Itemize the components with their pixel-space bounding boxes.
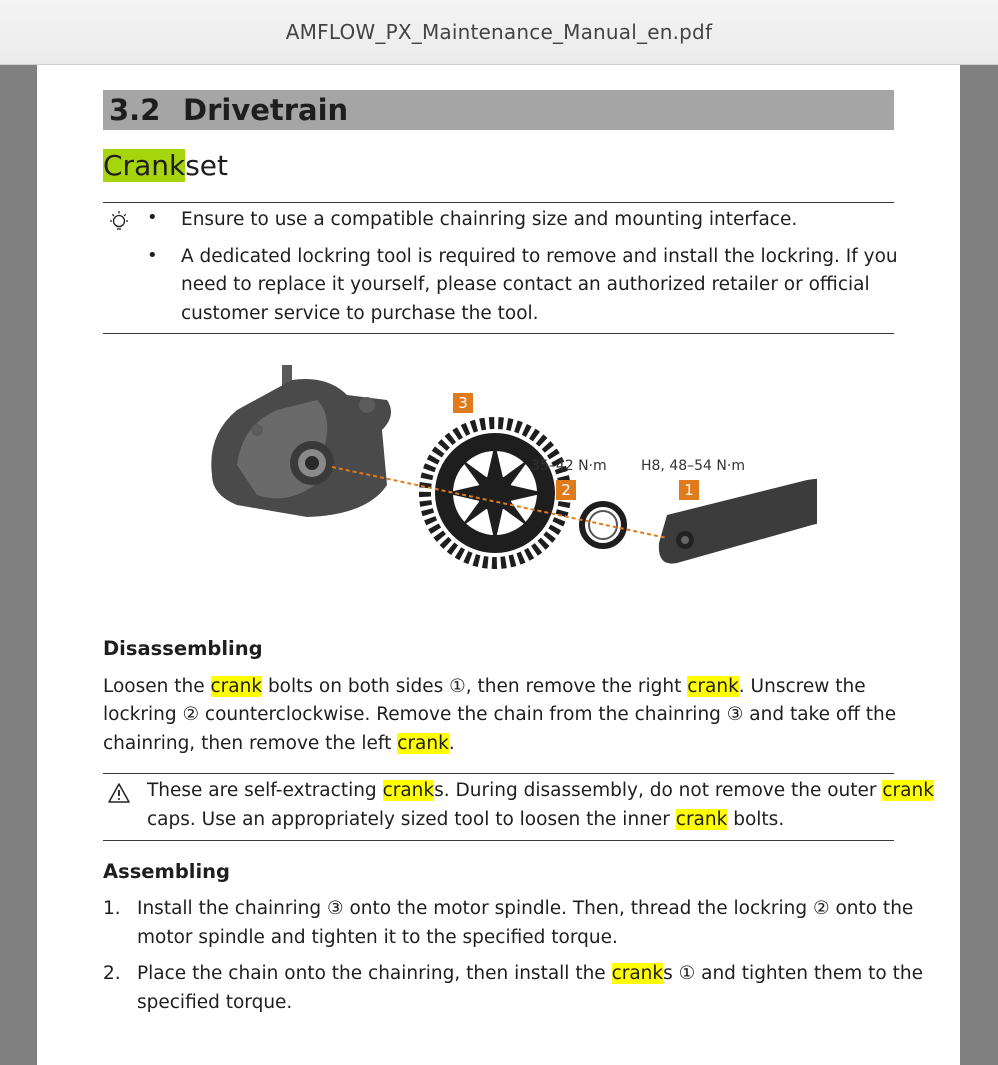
- bullet: •: [147, 245, 158, 266]
- step-1-line-2: motor spindle and tighten it to the specified torque.: [137, 927, 618, 948]
- disassembling-line-3: [103, 730, 455, 759]
- warning-line-1: [147, 777, 934, 806]
- subsection-title: [103, 147, 228, 185]
- text-run: .: [448, 733, 455, 754]
- text-run: Place the chain onto the chainring, then install the: [137, 963, 612, 984]
- search-highlight: crank: [882, 780, 934, 801]
- disassembling-line-2: lockring ② counterclockwise. Remove the chain from the chainring ③ and take off the: [103, 704, 897, 725]
- text-run: bolts.: [727, 809, 785, 830]
- heading-disassembling: Disassembling: [103, 637, 263, 660]
- torque-label-crank: H8, 48–54 N·m: [641, 458, 745, 474]
- search-highlight: crank: [675, 809, 728, 830]
- disassembling-line-1: [103, 673, 866, 702]
- warning-top-rule: [103, 773, 894, 774]
- text-run: s ① and tighten them to the: [663, 963, 923, 984]
- search-highlight: crank: [397, 733, 449, 754]
- search-highlight: crank: [382, 780, 435, 801]
- step-number: 1.: [103, 898, 121, 919]
- warning-line-2: [147, 806, 784, 835]
- section-number: 3.2: [109, 93, 161, 127]
- drivetrain-exploded-diagram: [197, 355, 817, 595]
- callout-badge-3: 3: [453, 393, 473, 413]
- tips-bottom-rule: [103, 333, 894, 334]
- section-heading-bar: [103, 90, 894, 130]
- callout-badge-2: 2: [556, 480, 576, 500]
- heading-assembling: Assembling: [103, 860, 231, 883]
- text-run: bolts on both sides ①, then remove the right: [262, 676, 688, 697]
- chainring: [425, 423, 565, 563]
- text-run: s. During disassembly, do not remove the outer: [434, 780, 883, 801]
- warning-icon: [107, 782, 131, 804]
- window-titlebar: [0, 0, 998, 65]
- pdf-page[interactable]: [37, 65, 960, 1065]
- warning-bottom-rule: [103, 840, 894, 841]
- section-title: Drivetrain: [183, 93, 349, 127]
- bullet: •: [147, 207, 158, 228]
- subsection-title-rest: set: [185, 149, 228, 182]
- callout-badge-1: 1: [679, 480, 699, 500]
- step-number: 2.: [103, 963, 121, 984]
- text-run: These are self-extracting: [147, 780, 383, 801]
- step-2-line-1: [137, 960, 923, 989]
- step-2-line-2: specified torque.: [137, 992, 293, 1013]
- lockring: [582, 504, 624, 546]
- lightbulb-icon: [107, 210, 131, 236]
- text-run: caps. Use an appropriately sized tool to loosen the inner: [147, 809, 676, 830]
- tip-item-2-line-1: A dedicated lockring tool is required to remove and install the lockring. If you: [181, 246, 898, 267]
- window-title: AMFLOW_PX_Maintenance_Manual_en.pdf: [285, 20, 713, 44]
- text-run: chainring, then remove the left: [103, 733, 398, 754]
- search-highlight: crank: [210, 676, 263, 697]
- tips-top-rule: [103, 202, 894, 203]
- text-run: . Unscrew the: [738, 676, 866, 697]
- step-1-line-1: Install the chainring ③ onto the motor spindle. Then, thread the lockring ② onto the: [137, 898, 914, 919]
- search-highlight: crank: [611, 963, 664, 984]
- search-highlight: crank: [687, 676, 739, 697]
- tip-item-2-line-3: customer service to purchase the tool.: [181, 303, 539, 324]
- search-highlight: Crank: [103, 149, 186, 182]
- tip-item-2-line-2: need to replace it yourself, please contact an authorized retailer or official: [181, 274, 870, 295]
- text-run: Loosen the: [103, 676, 211, 697]
- torque-label-lockring: 35–42 N·m: [531, 458, 607, 474]
- tip-item-1: Ensure to use a compatible chainring size and mounting interface.: [181, 209, 798, 230]
